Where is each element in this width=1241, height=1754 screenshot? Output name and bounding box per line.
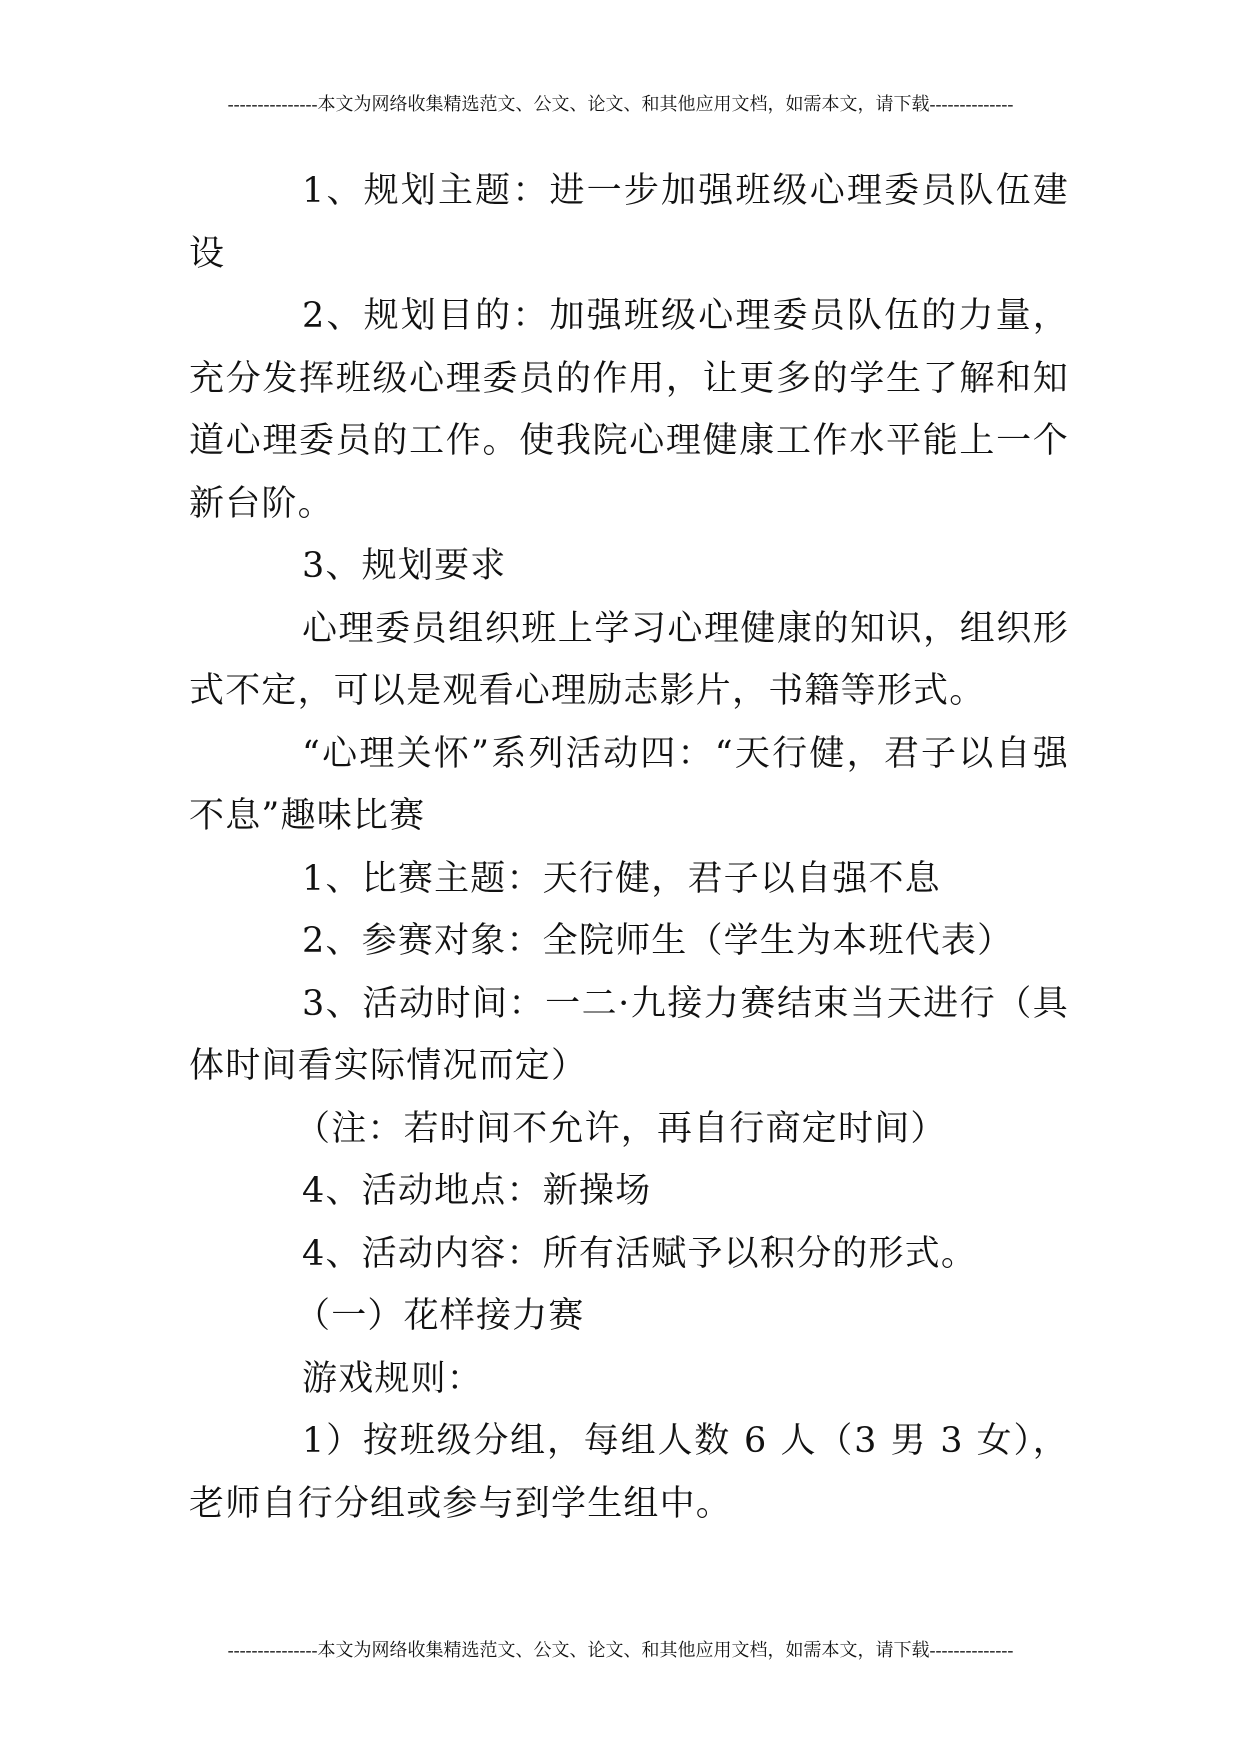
page-header: ---------------本文为网络收集精选范文、公文、论文、和其他应用文档，如需本文，请下载--------------: [227, 94, 1014, 114]
paragraph-relay-heading: （一）花样接力赛: [295, 1296, 585, 1336]
paragraph-activity-content: 4、活动内容：所有活赋予以积分的形式。: [302, 1233, 978, 1274]
page-footer: ---------------本文为网络收集精选范文、公文、论文、和其他应用文档，如需本文，请下载--------------: [227, 1640, 1014, 1660]
paragraph-participants: 2、参赛对象：全院师生（学生为本班代表）: [302, 921, 1014, 961]
paragraph-time-note: （注：若时间不允许，再自行商定时间）: [295, 1108, 947, 1149]
paragraph-contest-theme: 1、比赛主题：天行健，君子以自强不息: [302, 858, 941, 899]
paragraph-plan-requirements: 3、规划要求: [302, 546, 507, 586]
document-body: [189, 160, 1069, 1535]
paragraph-game-rules-heading: 游戏规则：: [302, 1358, 484, 1399]
paragraph-plan-theme: 1、规划主题：进一步加强班级心理委员队伍建设: [189, 171, 1069, 274]
paragraph-activity-location: 4、活动地点：新操场: [302, 1171, 652, 1211]
paragraph-activity-time: 3、活动时间：一二·九接力赛结束当天进行（具体时间看实际情况而定）: [189, 983, 1069, 1086]
paragraph-activity-four-title: “心理关怀”系列活动四：“天行健，君子以自强不息”趣味比赛: [189, 733, 1069, 836]
paragraph-plan-purpose: 2、规划目的：加强班级心理委员队伍的力量，充分发挥班级心理委员的作用，让更多的学生了解和知道心理委员的工作。使我院心理健康工作水平能上一个新台阶。: [189, 296, 1069, 524]
paragraph-requirements-detail: 心理委员组织班上学习心理健康的知识，组织形式不定，可以是观看心理励志影片，书籍等形式。: [189, 608, 1069, 711]
paragraph-rule-one: 1）按班级分组，每组人数 6 人（3 男 3 女），老师自行分组或参与到学生组中。: [189, 1421, 1069, 1524]
